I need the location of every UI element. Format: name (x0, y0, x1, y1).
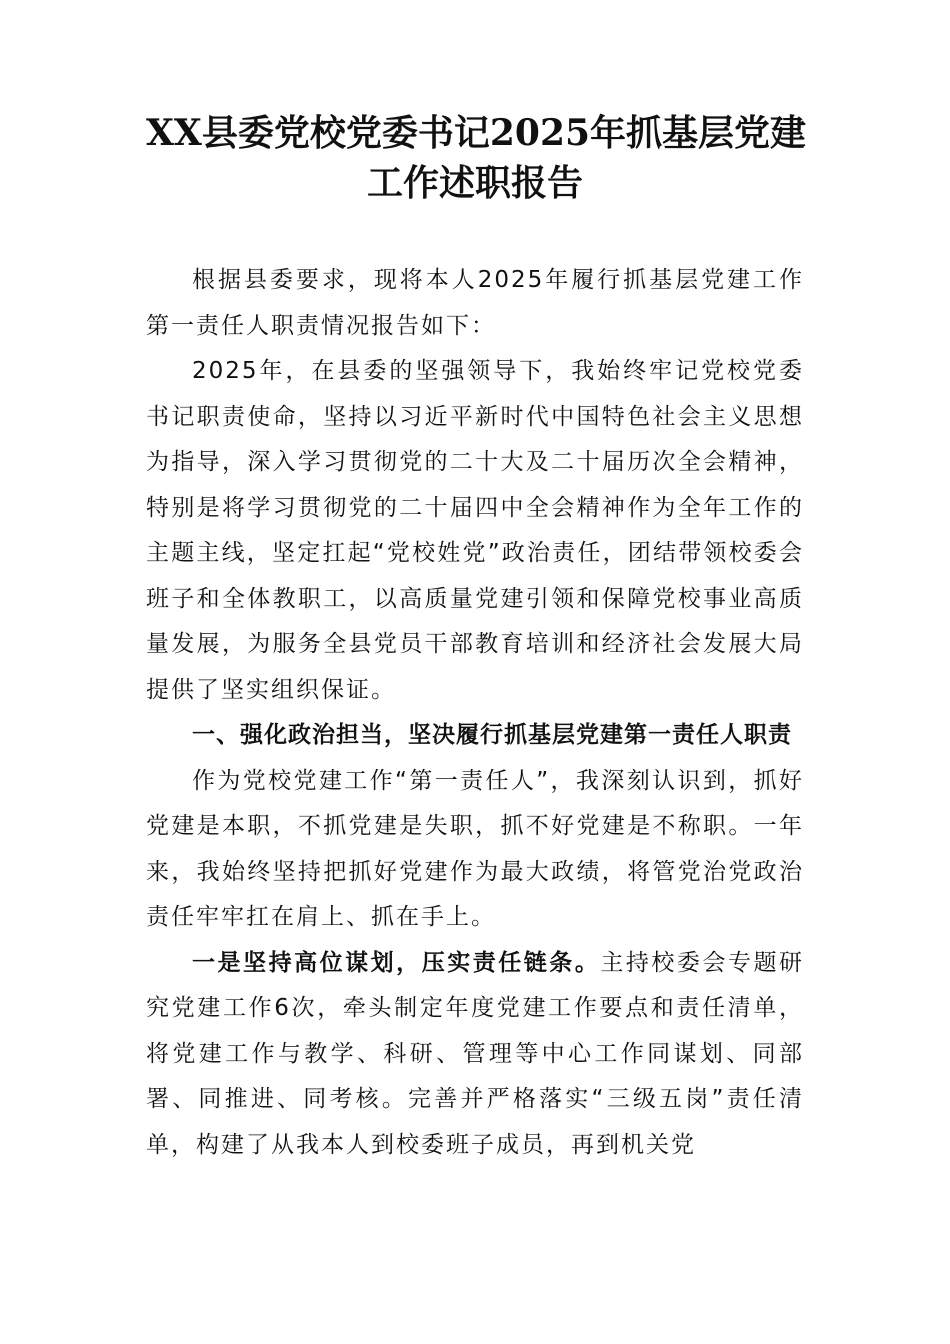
document-title (146, 108, 807, 208)
point-1-lead: 一是坚持高位谋划，压实责任链条。 (192, 949, 601, 976)
intro-paragraph: 根据县委要求，现将本人2025年履行抓基层党建工作第一责任人职责情况报告如下： (146, 267, 804, 339)
section-heading-1: 一、强化政治担当，坚决履行抓基层党建第一责任人职责 (192, 722, 792, 748)
title-line-2: 工作述职报告 (366, 162, 583, 204)
point-1-text: 主持校委会专题研究党建工作6次，牵头制定年度党建工作要点和责任清单，将党建工作与教学、科研、管理等中心工作同谋划、同部署、同推进、同考核。完善并严格落实“三级五岗”责任清单，构建了从我本人到校委班子成员，再到机关党 (146, 949, 805, 1158)
title-line-1: XX县委党校党委书记2025年抓基层党建 (146, 112, 807, 154)
document-body (146, 258, 804, 1168)
section-1-paragraph: 作为党校党建工作“第一责任人”，我深刻认识到，抓好党建是本职，不抓党建是失职，抓不好党建是不称职。一年来，我始终坚持把抓好党建作为最大政绩，将管党治党政治责任牢牢扛在肩上、抓在手上。 (146, 767, 804, 930)
point-1-paragraph (146, 941, 804, 1169)
overview-paragraph: 2025年，在县委的坚强领导下，我始终牢记党校党委书记职责使命，坚持以习近平新时代中国特色社会主义思想为指导，深入学习贯彻党的二十大及二十届历次全会精神，特别是将学习贯彻党的二十届四中全会精神作为全年工作的主题主线，坚定扛起“党校姓党”政治责任，团结带领校委会班子和全体教职工，以高质量党建引领和保障党校事业高质量发展，为服务全县党员干部教育培训和经济社会发展大局提供了坚实组织保证。 (146, 358, 804, 703)
